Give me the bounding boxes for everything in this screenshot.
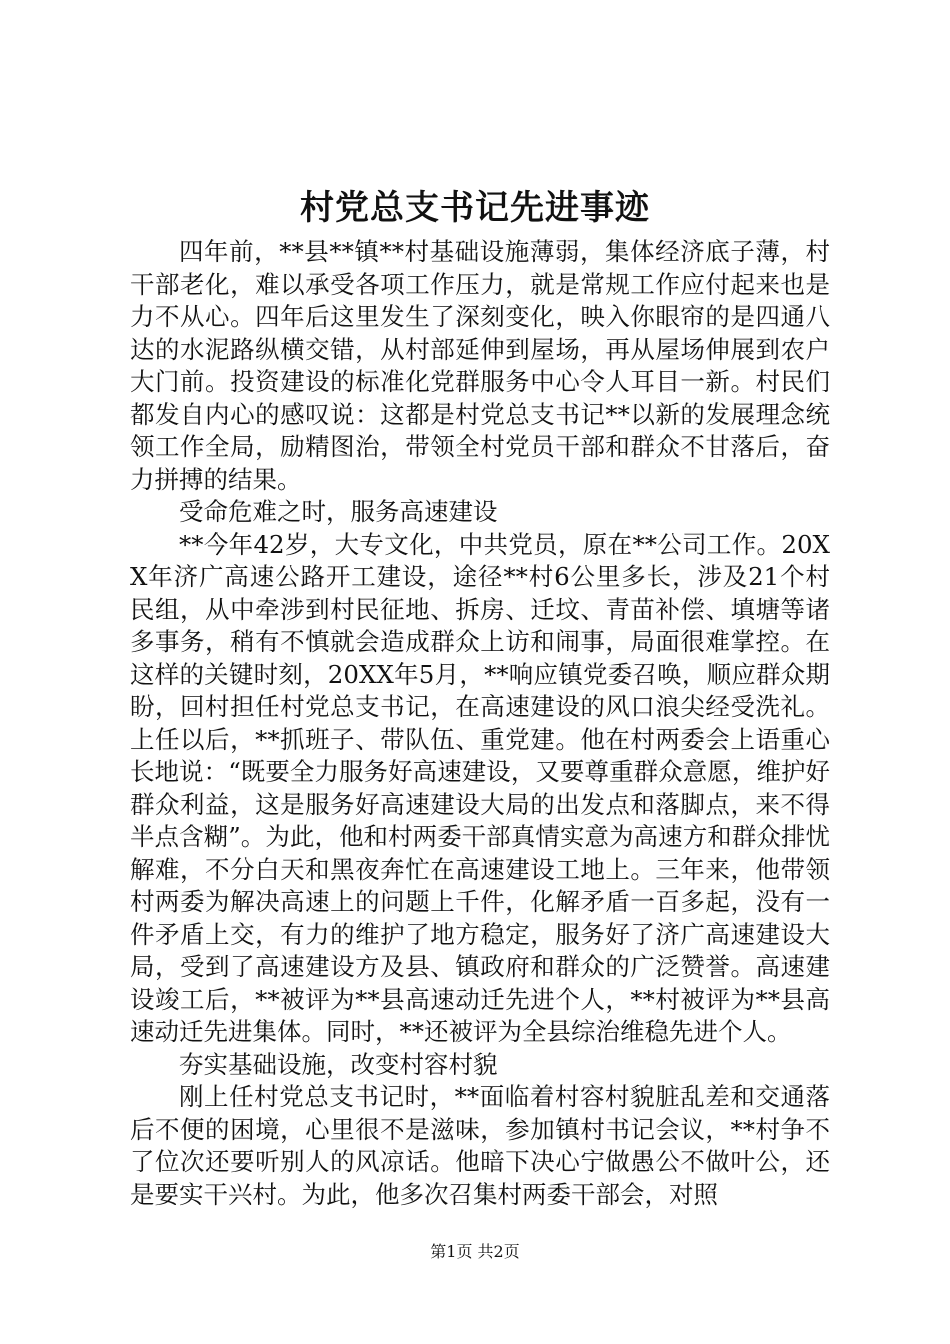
paragraph-highway: **今年42岁，大专文化，中共党员，原在**公司工作。20XX年济广高速公路开工建设，途径**村6公里多长，涉及21个村民组，从中牵涉到村民征地、拆房、迁坟、青苗补偿、填塘等诸多事务，稍有不慎就会造成群众上访和闹事，局面很难掌控。在这样的关键时刻，20XX年5月，**响应镇党委召唤，顺应群众期盼，回村担任村党总支书记，在高速建设的风口浪尖经受洗礼。上任以后，**抓班子、带队伍、重党建。他在村两委会上语重心长地说：“既要全力服务好高速建设，又要尊重群众意愿，维护好群众利益，这是服务好高速建设大局的出发点和落脚点，来不得半点含糊”。为此，他和村两委干部真情实意为高速方和群众排忧解难，不分白天和黑夜奔忙在高速建设工地上。三年来，他带领村两委为解决高速上的问题上千件，化解矛盾一百多起，没有一件矛盾上交，有力的维护了地方稳定，服务好了济广高速建设大局，受到了高速建设方及县、镇政府和群众的广泛赞誉。高速建设竣工后，**被评为**县高速动迁先进个人，**村被评为**县高速动迁先进集体。同时，**还被评为全县综治维稳先进个人。 bbox=[130, 529, 830, 1046]
paragraph-intro: 四年前，**县**镇**村基础设施薄弱，集体经济底子薄，村干部老化，难以承受各项工作压力，就是常规工作应付起来也是力不从心。四年后这里发生了深刻变化，映入你眼帘的是四通八达的水泥路纵横交错，从村部延伸到屋场，再从屋场伸展到农户大门前。投资建设的标准化党群服务中心令人耳目一新。村民们都发自内心的感叹说：这都是村党总支书记**以新的发展理念统领工作全局，励精图治，带领全村党员干部和群众不甘落后，奋力拼搏的结果。 bbox=[130, 237, 830, 494]
page-number-footer: 第1页 共2页 bbox=[430, 1242, 520, 1261]
paragraph-infrastructure: 刚上任村党总支书记时，**面临着村容村貌脏乱差和交通落后不便的困境，心里很不是滋味，参加镇村书记会议，**村争不了位次还要听别人的风凉话。他暗下决心宁做愚公不做叶公，还是要实干兴村。为此，他多次召集村两委干部会，对照 bbox=[130, 1082, 830, 1209]
document-title: 村党总支书记先进事迹 bbox=[300, 188, 650, 228]
section-heading-infrastructure: 夯实基础设施，改变村容村貌 bbox=[179, 1049, 498, 1079]
section-heading-highway: 受命危难之时，服务高速建设 bbox=[179, 497, 498, 526]
document-body bbox=[130, 236, 830, 1211]
